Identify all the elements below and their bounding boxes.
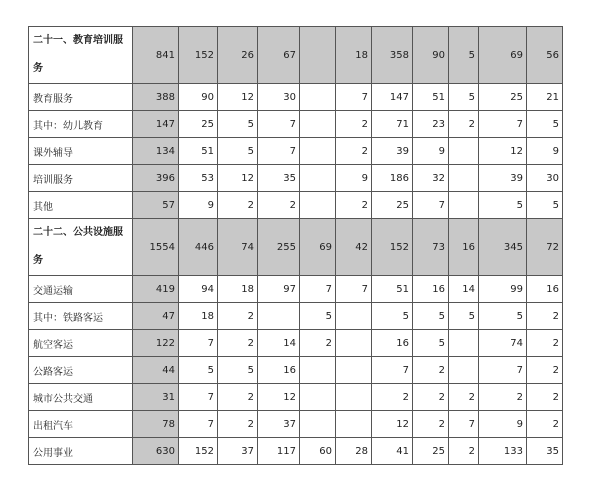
value-cell: 2 xyxy=(300,330,336,357)
value-cell: 37 xyxy=(218,438,258,465)
value-cell: 7 xyxy=(479,357,527,384)
data-table xyxy=(28,26,563,465)
value-cell: 16 xyxy=(413,276,449,303)
value-cell: 30 xyxy=(258,84,300,111)
value-cell: 32 xyxy=(413,165,449,192)
value-cell: 97 xyxy=(258,276,300,303)
value-cell: 18 xyxy=(336,27,372,84)
value-cell: 7 xyxy=(258,138,300,165)
total-cell: 841 xyxy=(133,27,179,84)
value-cell xyxy=(449,330,479,357)
value-cell: 12 xyxy=(218,165,258,192)
value-cell: 7 xyxy=(179,384,218,411)
table-row xyxy=(29,276,563,303)
value-cell: 152 xyxy=(372,219,413,276)
value-cell: 5 xyxy=(413,330,449,357)
row-label: 其中：幼儿教育 xyxy=(29,111,133,138)
value-cell: 5 xyxy=(218,357,258,384)
value-cell: 5 xyxy=(479,303,527,330)
value-cell: 5 xyxy=(527,192,563,219)
value-cell: 16 xyxy=(372,330,413,357)
value-cell: 7 xyxy=(413,192,449,219)
value-cell: 7 xyxy=(258,111,300,138)
value-cell: 2 xyxy=(413,357,449,384)
row-label: 课外辅导 xyxy=(29,138,133,165)
value-cell xyxy=(300,357,336,384)
total-cell: 396 xyxy=(133,165,179,192)
value-cell xyxy=(336,384,372,411)
total-cell: 57 xyxy=(133,192,179,219)
value-cell xyxy=(449,192,479,219)
value-cell xyxy=(300,192,336,219)
value-cell: 7 xyxy=(300,276,336,303)
value-cell: 2 xyxy=(527,411,563,438)
value-cell: 25 xyxy=(413,438,449,465)
value-cell: 2 xyxy=(372,384,413,411)
value-cell: 72 xyxy=(527,219,563,276)
value-cell: 5 xyxy=(413,303,449,330)
total-cell: 122 xyxy=(133,330,179,357)
total-cell: 78 xyxy=(133,411,179,438)
table-row xyxy=(29,438,563,465)
value-cell: 9 xyxy=(527,138,563,165)
total-cell: 44 xyxy=(133,357,179,384)
table-row xyxy=(29,27,563,84)
table-body xyxy=(29,27,563,465)
value-cell: 69 xyxy=(479,27,527,84)
value-cell: 2 xyxy=(413,384,449,411)
value-cell: 35 xyxy=(527,438,563,465)
value-cell: 7 xyxy=(479,111,527,138)
value-cell: 2 xyxy=(218,192,258,219)
value-cell: 5 xyxy=(449,84,479,111)
value-cell xyxy=(336,330,372,357)
value-cell: 2 xyxy=(218,384,258,411)
value-cell: 9 xyxy=(336,165,372,192)
value-cell xyxy=(300,165,336,192)
value-cell: 18 xyxy=(218,276,258,303)
value-cell: 39 xyxy=(479,165,527,192)
value-cell: 7 xyxy=(336,84,372,111)
value-cell: 21 xyxy=(527,84,563,111)
value-cell: 25 xyxy=(179,111,218,138)
value-cell: 7 xyxy=(179,411,218,438)
value-cell: 23 xyxy=(413,111,449,138)
value-cell: 186 xyxy=(372,165,413,192)
table-row xyxy=(29,138,563,165)
value-cell: 14 xyxy=(258,330,300,357)
value-cell: 255 xyxy=(258,219,300,276)
total-cell: 630 xyxy=(133,438,179,465)
value-cell: 28 xyxy=(336,438,372,465)
row-label: 其中：铁路客运 xyxy=(29,303,133,330)
table-row xyxy=(29,84,563,111)
value-cell: 2 xyxy=(449,438,479,465)
value-cell: 152 xyxy=(179,438,218,465)
value-cell: 14 xyxy=(449,276,479,303)
value-cell: 2 xyxy=(527,357,563,384)
value-cell: 2 xyxy=(336,111,372,138)
value-cell: 7 xyxy=(372,357,413,384)
value-cell: 2 xyxy=(449,384,479,411)
value-cell: 5 xyxy=(218,138,258,165)
value-cell: 2 xyxy=(218,303,258,330)
total-cell: 419 xyxy=(133,276,179,303)
value-cell: 147 xyxy=(372,84,413,111)
value-cell: 18 xyxy=(179,303,218,330)
value-cell xyxy=(300,111,336,138)
value-cell: 7 xyxy=(179,330,218,357)
value-cell: 67 xyxy=(258,27,300,84)
total-cell: 47 xyxy=(133,303,179,330)
value-cell xyxy=(300,411,336,438)
value-cell: 152 xyxy=(179,27,218,84)
value-cell: 51 xyxy=(413,84,449,111)
row-label: 交通运输 xyxy=(29,276,133,303)
row-label: 培训服务 xyxy=(29,165,133,192)
value-cell: 39 xyxy=(372,138,413,165)
row-label: 公路客运 xyxy=(29,357,133,384)
row-label: 二十一、教育培训服务 xyxy=(29,27,133,84)
value-cell: 94 xyxy=(179,276,218,303)
value-cell xyxy=(300,138,336,165)
value-cell: 7 xyxy=(336,276,372,303)
value-cell: 12 xyxy=(372,411,413,438)
total-cell: 31 xyxy=(133,384,179,411)
value-cell: 2 xyxy=(258,192,300,219)
value-cell xyxy=(258,303,300,330)
value-cell: 60 xyxy=(300,438,336,465)
value-cell xyxy=(336,411,372,438)
value-cell: 5 xyxy=(449,303,479,330)
value-cell: 2 xyxy=(218,330,258,357)
table-row xyxy=(29,219,563,276)
table-row xyxy=(29,111,563,138)
value-cell: 30 xyxy=(527,165,563,192)
value-cell: 90 xyxy=(179,84,218,111)
value-cell xyxy=(449,165,479,192)
value-cell: 42 xyxy=(336,219,372,276)
value-cell: 5 xyxy=(300,303,336,330)
value-cell: 5 xyxy=(179,357,218,384)
value-cell: 5 xyxy=(527,111,563,138)
row-label: 公用事业 xyxy=(29,438,133,465)
value-cell: 133 xyxy=(479,438,527,465)
value-cell: 37 xyxy=(258,411,300,438)
value-cell: 2 xyxy=(527,384,563,411)
value-cell: 53 xyxy=(179,165,218,192)
value-cell xyxy=(449,357,479,384)
value-cell xyxy=(300,27,336,84)
table-row xyxy=(29,357,563,384)
value-cell: 5 xyxy=(479,192,527,219)
total-cell: 147 xyxy=(133,111,179,138)
value-cell: 2 xyxy=(413,411,449,438)
value-cell: 74 xyxy=(218,219,258,276)
value-cell: 90 xyxy=(413,27,449,84)
row-label: 航空客运 xyxy=(29,330,133,357)
value-cell: 73 xyxy=(413,219,449,276)
value-cell: 51 xyxy=(372,276,413,303)
table-row xyxy=(29,330,563,357)
value-cell: 5 xyxy=(218,111,258,138)
value-cell: 56 xyxy=(527,27,563,84)
row-label: 出租汽车 xyxy=(29,411,133,438)
value-cell xyxy=(336,303,372,330)
value-cell: 41 xyxy=(372,438,413,465)
table-row xyxy=(29,165,563,192)
value-cell: 5 xyxy=(449,27,479,84)
value-cell: 358 xyxy=(372,27,413,84)
value-cell: 2 xyxy=(449,111,479,138)
value-cell: 25 xyxy=(479,84,527,111)
value-cell: 16 xyxy=(527,276,563,303)
value-cell: 74 xyxy=(479,330,527,357)
value-cell: 26 xyxy=(218,27,258,84)
value-cell: 2 xyxy=(336,138,372,165)
value-cell: 12 xyxy=(258,384,300,411)
row-label: 教育服务 xyxy=(29,84,133,111)
table-row xyxy=(29,384,563,411)
table-row xyxy=(29,411,563,438)
value-cell: 35 xyxy=(258,165,300,192)
table-row xyxy=(29,192,563,219)
value-cell: 446 xyxy=(179,219,218,276)
value-cell: 12 xyxy=(479,138,527,165)
total-cell: 134 xyxy=(133,138,179,165)
value-cell: 2 xyxy=(527,330,563,357)
value-cell: 2 xyxy=(527,303,563,330)
value-cell: 2 xyxy=(218,411,258,438)
value-cell xyxy=(336,357,372,384)
value-cell: 16 xyxy=(258,357,300,384)
value-cell: 71 xyxy=(372,111,413,138)
value-cell: 5 xyxy=(372,303,413,330)
value-cell: 2 xyxy=(336,192,372,219)
value-cell: 117 xyxy=(258,438,300,465)
value-cell xyxy=(300,84,336,111)
value-cell: 16 xyxy=(449,219,479,276)
row-label: 城市公共交通 xyxy=(29,384,133,411)
value-cell: 12 xyxy=(218,84,258,111)
value-cell: 99 xyxy=(479,276,527,303)
row-label: 二十二、公共设施服务 xyxy=(29,219,133,276)
value-cell: 9 xyxy=(179,192,218,219)
row-label: 其他 xyxy=(29,192,133,219)
value-cell: 25 xyxy=(372,192,413,219)
value-cell: 51 xyxy=(179,138,218,165)
value-cell: 69 xyxy=(300,219,336,276)
value-cell: 9 xyxy=(413,138,449,165)
total-cell: 388 xyxy=(133,84,179,111)
value-cell xyxy=(449,138,479,165)
value-cell: 7 xyxy=(449,411,479,438)
value-cell: 2 xyxy=(479,384,527,411)
total-cell: 1554 xyxy=(133,219,179,276)
value-cell: 9 xyxy=(479,411,527,438)
table-row xyxy=(29,303,563,330)
value-cell: 345 xyxy=(479,219,527,276)
value-cell xyxy=(300,384,336,411)
